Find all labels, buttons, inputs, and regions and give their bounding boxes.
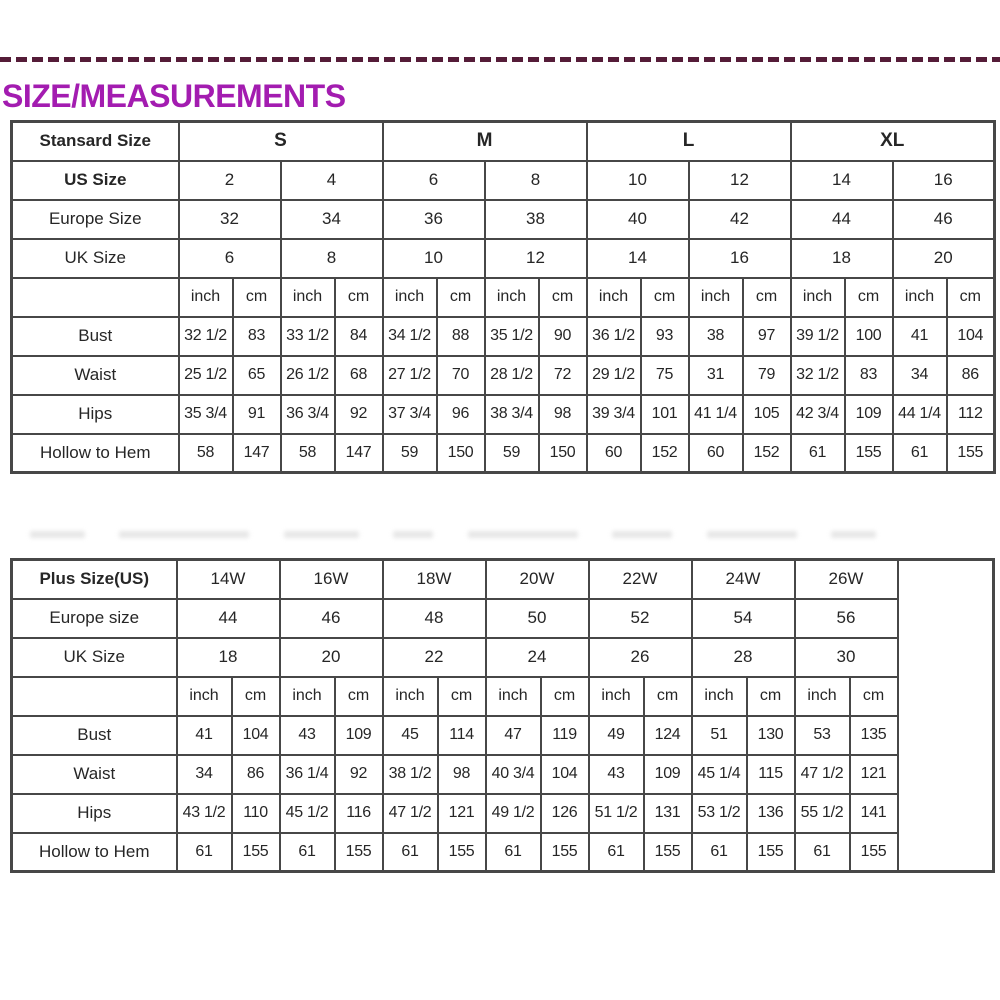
measure-value-cell: 109 (845, 395, 893, 434)
unit-cm: cm (644, 677, 692, 716)
measure-value-cell: 45 1/4 (692, 755, 747, 794)
size-group-header: 24W (692, 560, 795, 599)
size-value-cell: 12 (689, 161, 791, 200)
measure-value-cell: 47 1/2 (795, 755, 850, 794)
size-value-cell: 14 (791, 161, 893, 200)
size-value-cell: 16 (689, 239, 791, 278)
measure-value-cell: 37 3/4 (383, 395, 437, 434)
measure-value-cell: 61 (893, 434, 947, 473)
unit-cm: cm (850, 677, 898, 716)
measure-value-cell: 98 (438, 755, 486, 794)
unit-inch: inch (383, 677, 438, 716)
measure-value-cell: 124 (644, 716, 692, 755)
unit-cm: cm (335, 278, 383, 317)
size-value-cell: 6 (383, 161, 485, 200)
measure-value-cell: 25 1/2 (179, 356, 233, 395)
measure-value-cell: 32 1/2 (791, 356, 845, 395)
faded-artifact (707, 531, 797, 538)
size-value-cell: 50 (486, 599, 589, 638)
measure-value-cell: 35 3/4 (179, 395, 233, 434)
corner-label: Stansard Size (12, 122, 179, 161)
size-value-cell: 56 (795, 599, 898, 638)
measure-value-cell: 155 (644, 833, 692, 872)
measure-value-cell: 86 (232, 755, 280, 794)
measure-value-cell: 61 (486, 833, 541, 872)
size-value-cell: 28 (692, 638, 795, 677)
measure-value-cell: 109 (644, 755, 692, 794)
measure-value-cell: 42 3/4 (791, 395, 845, 434)
measure-value-cell: 116 (335, 794, 383, 833)
measure-value-cell: 84 (335, 317, 383, 356)
faded-artifact (119, 531, 249, 538)
unit-row-label (12, 278, 179, 317)
measure-value-cell: 45 (383, 716, 438, 755)
measure-value-cell: 34 (893, 356, 947, 395)
size-value-cell: 40 (587, 200, 689, 239)
unit-cm: cm (232, 677, 280, 716)
measure-value-cell: 33 1/2 (281, 317, 335, 356)
unit-cm: cm (437, 278, 485, 317)
measure-value-cell: 88 (437, 317, 485, 356)
measure-value-cell: 155 (232, 833, 280, 872)
size-group-header: 16W (280, 560, 383, 599)
measure-value-cell: 155 (845, 434, 893, 473)
measure-value-cell: 155 (747, 833, 795, 872)
measure-value-cell: 65 (233, 356, 281, 395)
measure-value-cell: 115 (747, 755, 795, 794)
size-value-cell: 18 (177, 638, 280, 677)
measure-value-cell: 61 (280, 833, 335, 872)
row-label: Hollow to Hem (12, 833, 177, 872)
measure-value-cell: 97 (743, 317, 791, 356)
unit-inch: inch (179, 278, 233, 317)
measure-value-cell: 43 (589, 755, 644, 794)
measure-value-cell: 147 (335, 434, 383, 473)
unit-inch: inch (383, 278, 437, 317)
measure-value-cell: 96 (437, 395, 485, 434)
size-value-cell: 12 (485, 239, 587, 278)
unit-cm: cm (641, 278, 689, 317)
size-value-cell: 46 (280, 599, 383, 638)
measure-value-cell: 31 (689, 356, 743, 395)
measure-value-cell: 59 (485, 434, 539, 473)
row-label: Bust (12, 317, 179, 356)
measure-value-cell: 59 (383, 434, 437, 473)
measure-value-cell: 38 1/2 (383, 755, 438, 794)
measure-value-cell: 36 1/4 (280, 755, 335, 794)
size-value-cell: 48 (383, 599, 486, 638)
unit-inch: inch (281, 278, 335, 317)
measure-value-cell: 40 3/4 (486, 755, 541, 794)
measure-value-cell: 61 (177, 833, 232, 872)
measure-value-cell: 93 (641, 317, 689, 356)
size-value-cell: 8 (485, 161, 587, 200)
measure-value-cell: 104 (947, 317, 995, 356)
measure-value-cell: 26 1/2 (281, 356, 335, 395)
page-title: SIZE/MEASUREMENTS (2, 78, 346, 114)
measure-value-cell: 53 1/2 (692, 794, 747, 833)
measure-value-cell: 75 (641, 356, 689, 395)
measure-value-cell: 61 (589, 833, 644, 872)
measure-value-cell: 51 1/2 (589, 794, 644, 833)
unit-inch: inch (280, 677, 335, 716)
measure-value-cell: 53 (795, 716, 850, 755)
measure-value-cell: 43 1/2 (177, 794, 232, 833)
measure-value-cell: 60 (689, 434, 743, 473)
measure-value-cell: 104 (541, 755, 589, 794)
measure-value-cell: 92 (335, 395, 383, 434)
measure-value-cell: 34 1/2 (383, 317, 437, 356)
corner-label: Plus Size(US) (12, 560, 177, 599)
size-value-cell: 22 (383, 638, 486, 677)
faded-artifact-row (30, 531, 980, 543)
measure-value-cell: 47 1/2 (383, 794, 438, 833)
row-label: Hollow to Hem (12, 434, 179, 473)
measure-value-cell: 61 (791, 434, 845, 473)
size-value-cell: 46 (893, 200, 995, 239)
unit-cm: cm (845, 278, 893, 317)
measure-value-cell: 45 1/2 (280, 794, 335, 833)
measure-value-cell: 36 1/2 (587, 317, 641, 356)
measure-value-cell: 49 1/2 (486, 794, 541, 833)
size-value-cell: 36 (383, 200, 485, 239)
measure-value-cell: 150 (437, 434, 485, 473)
size-value-cell: 38 (485, 200, 587, 239)
row-label: Hips (12, 794, 177, 833)
measure-value-cell: 41 1/4 (689, 395, 743, 434)
size-value-cell: 52 (589, 599, 692, 638)
measure-value-cell: 55 1/2 (795, 794, 850, 833)
size-group-header: 14W (177, 560, 280, 599)
measure-value-cell: 41 (177, 716, 232, 755)
size-group-header: L (587, 122, 791, 161)
measure-value-cell: 150 (539, 434, 587, 473)
measure-value-cell: 38 (689, 317, 743, 356)
measure-value-cell: 34 (177, 755, 232, 794)
faded-artifact (468, 531, 578, 538)
row-label: Europe Size (12, 200, 179, 239)
standard-size-table (10, 120, 996, 474)
plus-size-table (10, 558, 995, 873)
measure-value-cell: 110 (232, 794, 280, 833)
size-value-cell: 42 (689, 200, 791, 239)
row-label: Waist (12, 356, 179, 395)
measure-value-cell: 131 (644, 794, 692, 833)
size-value-cell: 34 (281, 200, 383, 239)
row-label: UK Size (12, 239, 179, 278)
size-value-cell: 2 (179, 161, 281, 200)
measure-value-cell: 61 (383, 833, 438, 872)
size-group-header: 18W (383, 560, 486, 599)
faded-artifact (393, 531, 433, 538)
measure-value-cell: 39 3/4 (587, 395, 641, 434)
measure-value-cell: 83 (845, 356, 893, 395)
measure-value-cell: 51 (692, 716, 747, 755)
measure-value-cell: 155 (850, 833, 898, 872)
unit-inch: inch (485, 278, 539, 317)
measure-value-cell: 61 (795, 833, 850, 872)
measure-value-cell: 86 (947, 356, 995, 395)
unit-inch: inch (587, 278, 641, 317)
measure-value-cell: 155 (335, 833, 383, 872)
measure-value-cell: 112 (947, 395, 995, 434)
measure-value-cell: 126 (541, 794, 589, 833)
size-value-cell: 10 (587, 161, 689, 200)
measure-value-cell: 32 1/2 (179, 317, 233, 356)
size-group-header: XL (791, 122, 995, 161)
measure-value-cell: 147 (233, 434, 281, 473)
measure-value-cell: 136 (747, 794, 795, 833)
row-label: Europe size (12, 599, 177, 638)
unit-cm: cm (743, 278, 791, 317)
measure-value-cell: 47 (486, 716, 541, 755)
unit-inch: inch (486, 677, 541, 716)
measure-value-cell: 155 (438, 833, 486, 872)
measure-value-cell: 43 (280, 716, 335, 755)
unit-cm: cm (947, 278, 995, 317)
faded-artifact (831, 531, 876, 538)
measure-value-cell: 121 (438, 794, 486, 833)
measure-value-cell: 38 3/4 (485, 395, 539, 434)
measure-value-cell: 60 (587, 434, 641, 473)
unit-inch: inch (795, 677, 850, 716)
measure-value-cell: 119 (541, 716, 589, 755)
measure-value-cell: 90 (539, 317, 587, 356)
faded-artifact (30, 531, 85, 538)
size-value-cell: 44 (791, 200, 893, 239)
measure-value-cell: 29 1/2 (587, 356, 641, 395)
size-group-header: S (179, 122, 383, 161)
unit-cm: cm (438, 677, 486, 716)
row-label: UK Size (12, 638, 177, 677)
size-value-cell: 6 (179, 239, 281, 278)
size-group-header: 26W (795, 560, 898, 599)
size-group-header: M (383, 122, 587, 161)
size-value-cell: 20 (893, 239, 995, 278)
unit-cm: cm (541, 677, 589, 716)
measure-value-cell: 155 (541, 833, 589, 872)
measure-value-cell: 83 (233, 317, 281, 356)
measure-value-cell: 58 (281, 434, 335, 473)
measure-value-cell: 92 (335, 755, 383, 794)
row-label: Bust (12, 716, 177, 755)
measure-value-cell: 28 1/2 (485, 356, 539, 395)
unit-inch: inch (692, 677, 747, 716)
measure-value-cell: 135 (850, 716, 898, 755)
measure-value-cell: 109 (335, 716, 383, 755)
measure-value-cell: 35 1/2 (485, 317, 539, 356)
size-value-cell: 18 (791, 239, 893, 278)
measure-value-cell: 114 (438, 716, 486, 755)
size-value-cell: 4 (281, 161, 383, 200)
measure-value-cell: 79 (743, 356, 791, 395)
unit-inch: inch (177, 677, 232, 716)
unit-cm: cm (539, 278, 587, 317)
measure-value-cell: 100 (845, 317, 893, 356)
size-value-cell: 44 (177, 599, 280, 638)
measure-value-cell: 104 (232, 716, 280, 755)
size-value-cell: 54 (692, 599, 795, 638)
unit-inch: inch (791, 278, 845, 317)
size-value-cell: 16 (893, 161, 995, 200)
faded-artifact (284, 531, 359, 538)
unit-inch: inch (589, 677, 644, 716)
row-label: US Size (12, 161, 179, 200)
measure-value-cell: 61 (692, 833, 747, 872)
measure-value-cell: 49 (589, 716, 644, 755)
measure-value-cell: 27 1/2 (383, 356, 437, 395)
size-value-cell: 30 (795, 638, 898, 677)
faded-artifact (612, 531, 672, 538)
measure-value-cell: 44 1/4 (893, 395, 947, 434)
measure-value-cell: 98 (539, 395, 587, 434)
size-value-cell: 14 (587, 239, 689, 278)
measure-value-cell: 101 (641, 395, 689, 434)
size-group-header: 20W (486, 560, 589, 599)
measure-value-cell: 70 (437, 356, 485, 395)
size-value-cell: 20 (280, 638, 383, 677)
unit-cm: cm (747, 677, 795, 716)
measure-value-cell: 68 (335, 356, 383, 395)
unit-cm: cm (335, 677, 383, 716)
measure-value-cell: 152 (743, 434, 791, 473)
row-label: Waist (12, 755, 177, 794)
size-value-cell: 32 (179, 200, 281, 239)
size-group-header: 22W (589, 560, 692, 599)
measure-value-cell: 105 (743, 395, 791, 434)
unit-inch: inch (689, 278, 743, 317)
size-value-cell: 24 (486, 638, 589, 677)
measure-value-cell: 91 (233, 395, 281, 434)
dashed-divider (0, 57, 1000, 62)
unit-inch: inch (893, 278, 947, 317)
measure-value-cell: 41 (893, 317, 947, 356)
row-label: Hips (12, 395, 179, 434)
empty-side-column (898, 560, 994, 872)
measure-value-cell: 130 (747, 716, 795, 755)
measure-value-cell: 39 1/2 (791, 317, 845, 356)
measure-value-cell: 155 (947, 434, 995, 473)
measure-value-cell: 58 (179, 434, 233, 473)
unit-row-label (12, 677, 177, 716)
unit-cm: cm (233, 278, 281, 317)
size-value-cell: 26 (589, 638, 692, 677)
measure-value-cell: 152 (641, 434, 689, 473)
size-value-cell: 8 (281, 239, 383, 278)
measure-value-cell: 141 (850, 794, 898, 833)
size-value-cell: 10 (383, 239, 485, 278)
measure-value-cell: 121 (850, 755, 898, 794)
measure-value-cell: 72 (539, 356, 587, 395)
measure-value-cell: 36 3/4 (281, 395, 335, 434)
